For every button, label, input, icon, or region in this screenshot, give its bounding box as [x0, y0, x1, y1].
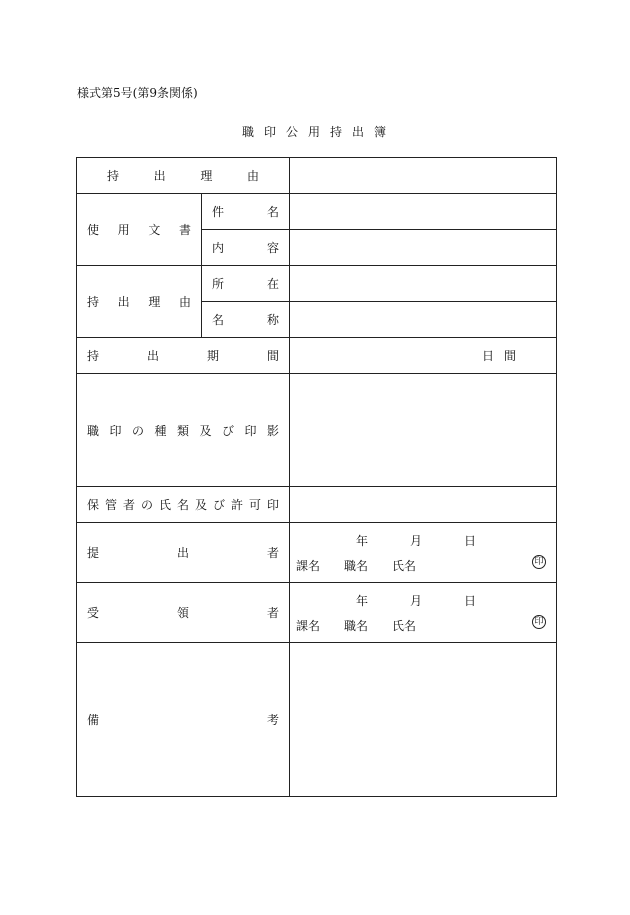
submitter-sign-line — [290, 557, 556, 574]
reason-label-cell — [77, 158, 290, 194]
custodian-value[interactable] — [290, 487, 557, 523]
form-number: 様式第5号(第9条関係) — [77, 86, 198, 100]
row-custodian — [77, 487, 557, 523]
destination-location-label-cell — [202, 266, 290, 302]
submitter-label: 提出者 — [87, 546, 280, 560]
submitter-label-cell — [77, 523, 290, 583]
period-label: 持出期間 — [87, 349, 280, 363]
submitter-post-label: 職名 — [344, 558, 369, 573]
custodian-label: 保管者の氏名及び許可印 — [87, 498, 280, 512]
row-destination-location — [77, 266, 557, 302]
receiver-date-line — [356, 592, 476, 609]
destination-label-cell — [77, 266, 202, 338]
document-label: 使用文書 — [87, 223, 191, 237]
destination-name-label: 名称 — [212, 313, 280, 327]
submitter-day-label: 日 — [463, 533, 476, 548]
receiver-signature-cell[interactable] — [290, 583, 557, 643]
destination-location-label: 所在 — [212, 277, 280, 291]
receiver-year-label: 年 — [356, 593, 369, 608]
document-subject-label: 件名 — [212, 205, 280, 219]
receiver-label: 受領者 — [87, 606, 280, 620]
period-days[interactable]: 日間 — [290, 338, 557, 374]
receiver-month-label: 月 — [410, 593, 423, 608]
document-content-label: 内容 — [212, 241, 280, 255]
period-label-cell — [77, 338, 290, 374]
destination-label: 持出理由 — [87, 295, 191, 309]
remarks-value[interactable] — [290, 643, 557, 797]
remarks-label: 備考 — [87, 713, 280, 727]
row-receiver — [77, 583, 557, 643]
receiver-sign-line — [290, 617, 556, 634]
seal-types-label-cell — [77, 374, 290, 487]
submitter-section-label: 課名 — [296, 558, 321, 573]
submitter-month-label: 月 — [410, 533, 423, 548]
receiver-name-label: 氏名 — [392, 618, 417, 633]
form-title: 職印公用持出簿 — [241, 125, 396, 139]
receiver-post-label: 職名 — [344, 618, 369, 633]
seal-types-label: 職印の種類及び印影 — [87, 423, 280, 438]
destination-name-value[interactable] — [290, 302, 557, 338]
receiver-day-label: 日 — [463, 593, 476, 608]
document-subject-label-cell — [202, 194, 290, 230]
destination-location-value[interactable] — [290, 266, 557, 302]
reason-value[interactable] — [290, 158, 557, 194]
row-period — [77, 338, 557, 374]
seal-types-value[interactable] — [290, 374, 557, 487]
submitter-year-label: 年 — [356, 533, 369, 548]
submitter-name-label: 氏名 — [392, 558, 417, 573]
document-content-label-cell — [202, 230, 290, 266]
reason-label: 持出理由 — [107, 169, 260, 183]
document-content-value[interactable] — [290, 230, 557, 266]
row-seal-types — [77, 374, 557, 487]
row-reason — [77, 158, 557, 194]
receiver-section-label: 課名 — [296, 618, 321, 633]
destination-name-label-cell — [202, 302, 290, 338]
receiver-seal-icon: 印 — [532, 615, 546, 629]
custodian-label-cell — [77, 487, 290, 523]
row-submitter — [77, 523, 557, 583]
submitter-seal-icon: 印 — [532, 555, 546, 569]
submitter-date-line — [356, 532, 476, 549]
receiver-label-cell — [77, 583, 290, 643]
document-label-cell — [77, 194, 202, 266]
submitter-signature-cell[interactable] — [290, 523, 557, 583]
row-document-subject — [77, 194, 557, 230]
document-subject-value[interactable] — [290, 194, 557, 230]
row-remarks — [77, 643, 557, 797]
remarks-label-cell — [77, 643, 290, 797]
seal-ledger-table — [76, 157, 557, 797]
